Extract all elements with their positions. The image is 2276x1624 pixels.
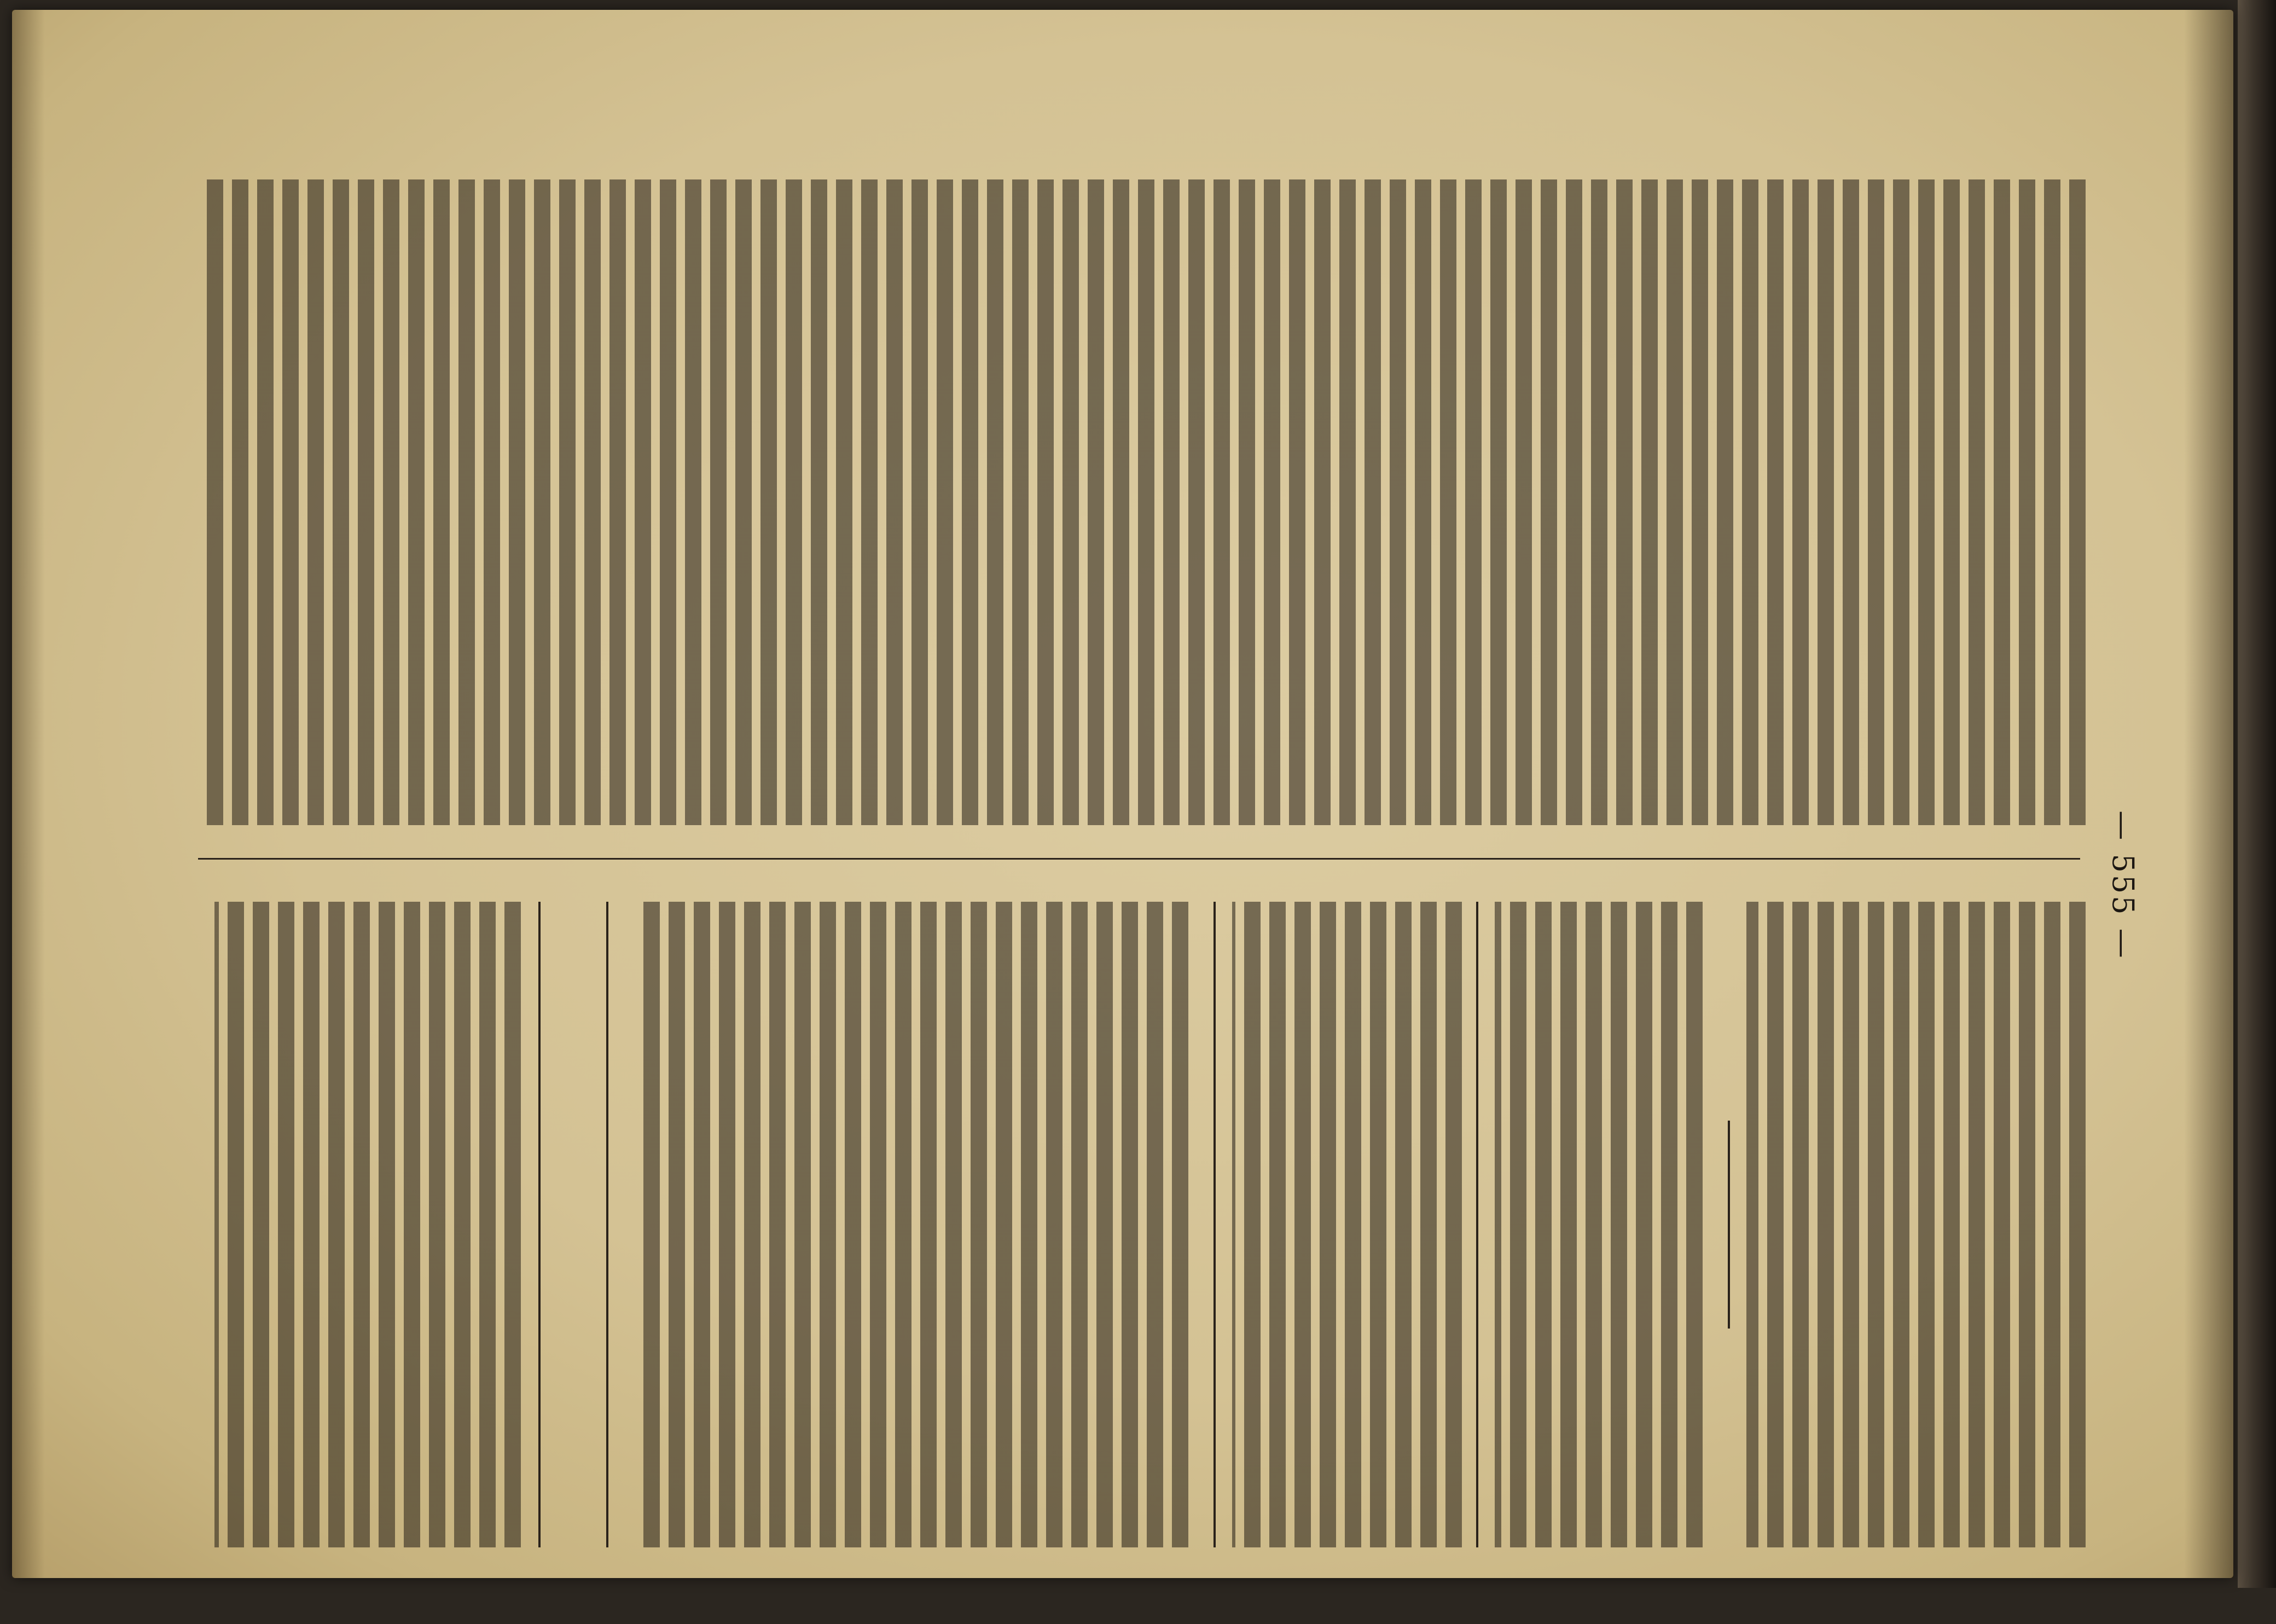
market-report-text [1495,902,1703,1547]
section-divider [1728,1121,1730,1329]
page-number: — 555 — [2106,810,2140,960]
newspaper-page [12,10,2233,1578]
section-divider [1476,902,1478,1547]
printed-sheet [160,147,2162,1624]
story-continuation-text [1746,902,2086,1547]
civil-register-text [641,902,1188,1547]
book-spine-shadow [2238,0,2276,1588]
postal-rates-box [538,902,608,1547]
right-column [193,902,2086,1547]
section-divider [1214,902,1216,1547]
postal-rates-text [214,902,521,1547]
column-divider [198,858,2080,860]
left-column [193,179,2086,825]
award-notice-text [1232,902,1462,1547]
left-column-body-text [204,179,2086,825]
